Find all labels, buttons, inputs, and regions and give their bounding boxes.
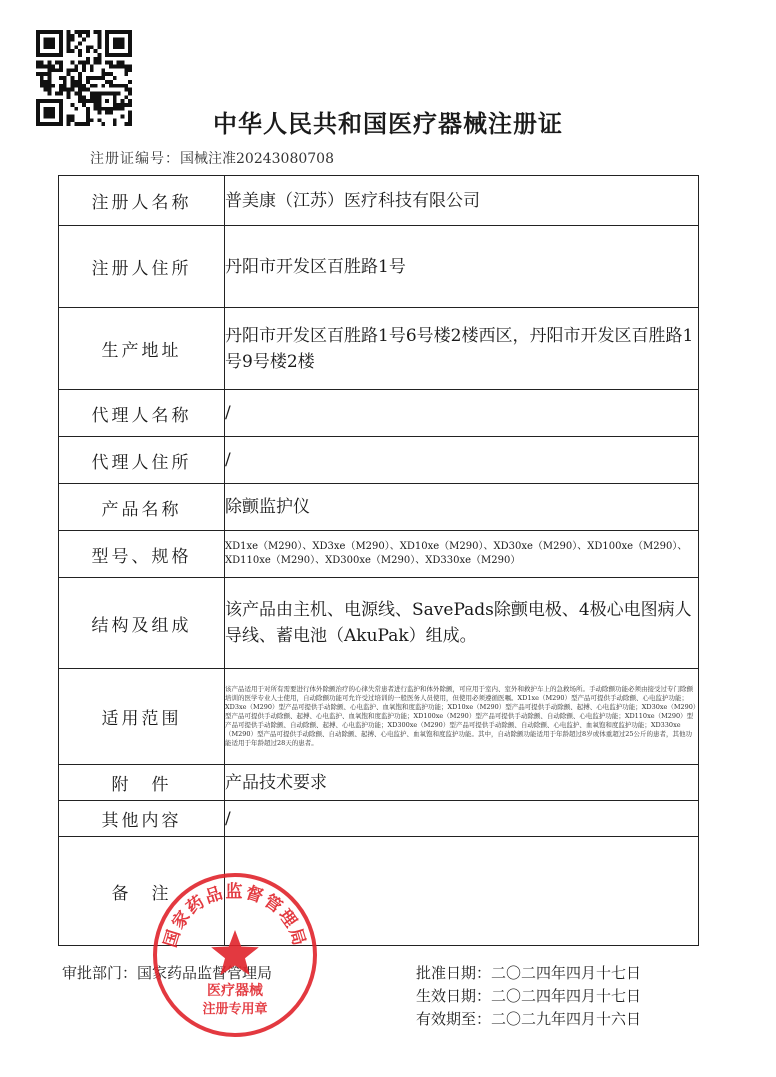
row-label: 注册人名称 — [59, 176, 225, 226]
seal-line-1: 医疗器械 — [207, 983, 263, 999]
expiry-date-label: 有效期至： — [416, 1010, 492, 1028]
expiry-date — [416, 1008, 641, 1029]
registration-number-value: 国械注准20243080708 — [180, 151, 334, 167]
row-label: 附 件 — [59, 765, 225, 801]
row-label: 其他内容 — [59, 801, 225, 837]
row-label: 代理人住所 — [59, 437, 225, 484]
row-label: 注册人住所 — [59, 226, 225, 308]
registration-number — [90, 148, 334, 168]
row-value: 该产品由主机、电源线、SavePads除颤电极、4极心电图病人导线、蓄电池（AkuPak）组成。 — [225, 578, 699, 669]
effective-date — [416, 985, 641, 1006]
certificate-title: 中华人民共和国医疗器械注册证 — [213, 110, 563, 138]
row-product-name — [59, 484, 699, 531]
registration-number-label: 注册证编号： — [90, 151, 180, 167]
official-seal — [150, 870, 320, 1040]
row-label: 产品名称 — [59, 484, 225, 531]
row-other — [59, 801, 699, 837]
row-value: 丹阳市开发区百胜路1号 — [225, 226, 699, 308]
row-attachment — [59, 765, 699, 801]
star-icon — [211, 930, 259, 975]
row-label: 结构及组成 — [59, 578, 225, 669]
row-value: 普美康（江苏）医疗科技有限公司 — [225, 176, 699, 226]
approval-department-label: 审批部门： — [62, 964, 138, 982]
seal-line-2: 注册专用章 — [202, 1002, 268, 1017]
effective-date-value: 二〇二四年四月十七日 — [491, 987, 642, 1005]
row-value: / — [225, 801, 699, 837]
row-label: 生产地址 — [59, 308, 225, 390]
row-agent-address — [59, 437, 699, 484]
approval-date-label: 批准日期： — [416, 964, 492, 982]
row-label: 适用范围 — [59, 669, 225, 765]
row-structure — [59, 578, 699, 669]
row-value: XD1xe（M290）、XD3xe（M290）、XD10xe（M290）、XD30xe（M290）、XD100xe（M290）、XD110xe（M290）、XD300xe（M290）、XD330xe（M290） — [225, 531, 699, 578]
row-value: 该产品适用于对所有需要进行体外除颤治疗的心律失常患者进行监护和体外除颤，可应用于室内、室外和救护车上的急救场所。手动除颤功能必须由接受过专门除颤培训的医学专业人士使用，自动除颤功能可允许受过培训的一般医务人员使用，但使用必须遵循医嘱。XD1xe（M290）型产品可提供手动除颤、心电监护功能；XD3xe（M290）型产品可提供手动除颤、心电监护、血氧饱和度监护功能；XD10xe（M290）型产品可提供手动除颤、起搏、心电监护功能；XD30xe（M290）型产品可提供手动除颤、起搏、心电监护、血氧饱和度监护功能；XD100xe（M290）型产品可提供手动除颤、自动除颤、心电监护功能；XD110xe（M290）型产品可提供手动除颤、自动除颤、起搏、心电监护功能；XD300xe（M290）型产品可提供手动除颤、自动除颤、心电监护、血氧饱和度监护功能；XD330xe（M290）型产品可提供手动除颤、自动除颤、起搏、心电监护、血氧饱和度监护功能。其中，自动除颤功能适用于年龄超过8岁或体重超过25公斤的患者，其他功能适用于年龄超过28天的患者。 — [225, 669, 699, 765]
effective-date-label: 生效日期： — [416, 987, 492, 1005]
row-agent-name — [59, 390, 699, 437]
row-label: 备 注 — [59, 837, 225, 946]
row-label: 型号、规格 — [59, 531, 225, 578]
row-value: 除颤监护仪 — [225, 484, 699, 531]
row-model-spec — [59, 531, 699, 578]
row-scope — [59, 669, 699, 765]
row-registrant-address — [59, 226, 699, 308]
certificate-table — [58, 175, 699, 946]
approval-date — [416, 962, 641, 983]
row-label: 代理人名称 — [59, 390, 225, 437]
approval-date-value: 二〇二四年四月十七日 — [491, 964, 642, 982]
approval-department-value: 国家药品监督管理局 — [137, 964, 273, 982]
seal-outer-text: 国家药品监督管理局 — [160, 882, 310, 950]
row-value: / — [225, 390, 699, 437]
row-value: / — [225, 437, 699, 484]
row-value: 丹阳市开发区百胜路1号6号楼2楼西区，丹阳市开发区百胜路1号9号楼2楼 — [225, 308, 699, 390]
row-value: 产品技术要求 — [225, 765, 699, 801]
row-production-address — [59, 308, 699, 390]
expiry-date-value: 二〇二九年四月十六日 — [491, 1010, 642, 1028]
row-registrant-name — [59, 176, 699, 226]
